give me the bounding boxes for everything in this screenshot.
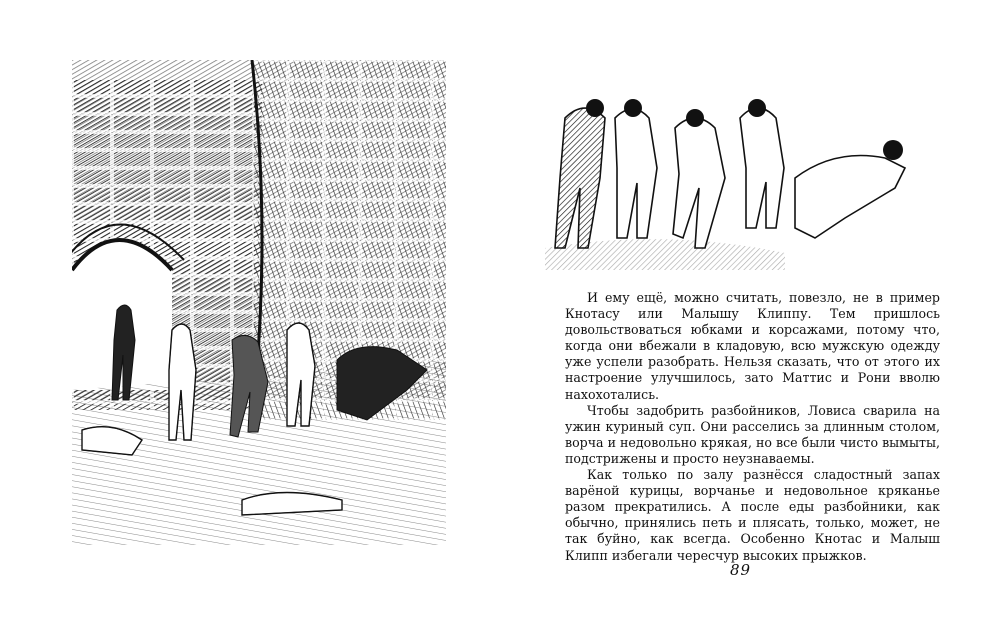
body-text: [565, 290, 940, 564]
paragraph: И ему ещё, можно считать, повезло, не в пример Кнотасу или Малышу Клиппу. Тем пришлось довольствоваться юбками и корсажами, потому что, когда они вбежали в кладовую, всю мужскую одежду уже успели разобрать. Нельзя сказать, что от этого их настроение улучшилось, зато Маттис и Рони вволю нахохотались.: [565, 290, 940, 402]
paragraph: Чтобы задобрить разбойников, Ловиса сварила на ужин куриный суп. Они расселись за длинным столом, ворча и недовольно крякая, но все были чисто вымыты, подстрижены и просто неузнаваемы.: [565, 402, 940, 466]
paragraph: Как только по залу разнёсся сладостный запах варёной курицы, ворчанье и недовольное кряканье разом прекратились. А после еды разбойники, как обычно, принялись петь и плясать, только, может, не так буйно, как всегда. Особенно Кнотас и Малыш Клипп избегали чересчур высоких прыжков.: [565, 467, 940, 563]
page-number: 89: [730, 561, 752, 579]
right-page: [500, 0, 1000, 636]
running-robbers-illustration: [545, 78, 935, 270]
castle-tower-illustration: [72, 60, 446, 545]
